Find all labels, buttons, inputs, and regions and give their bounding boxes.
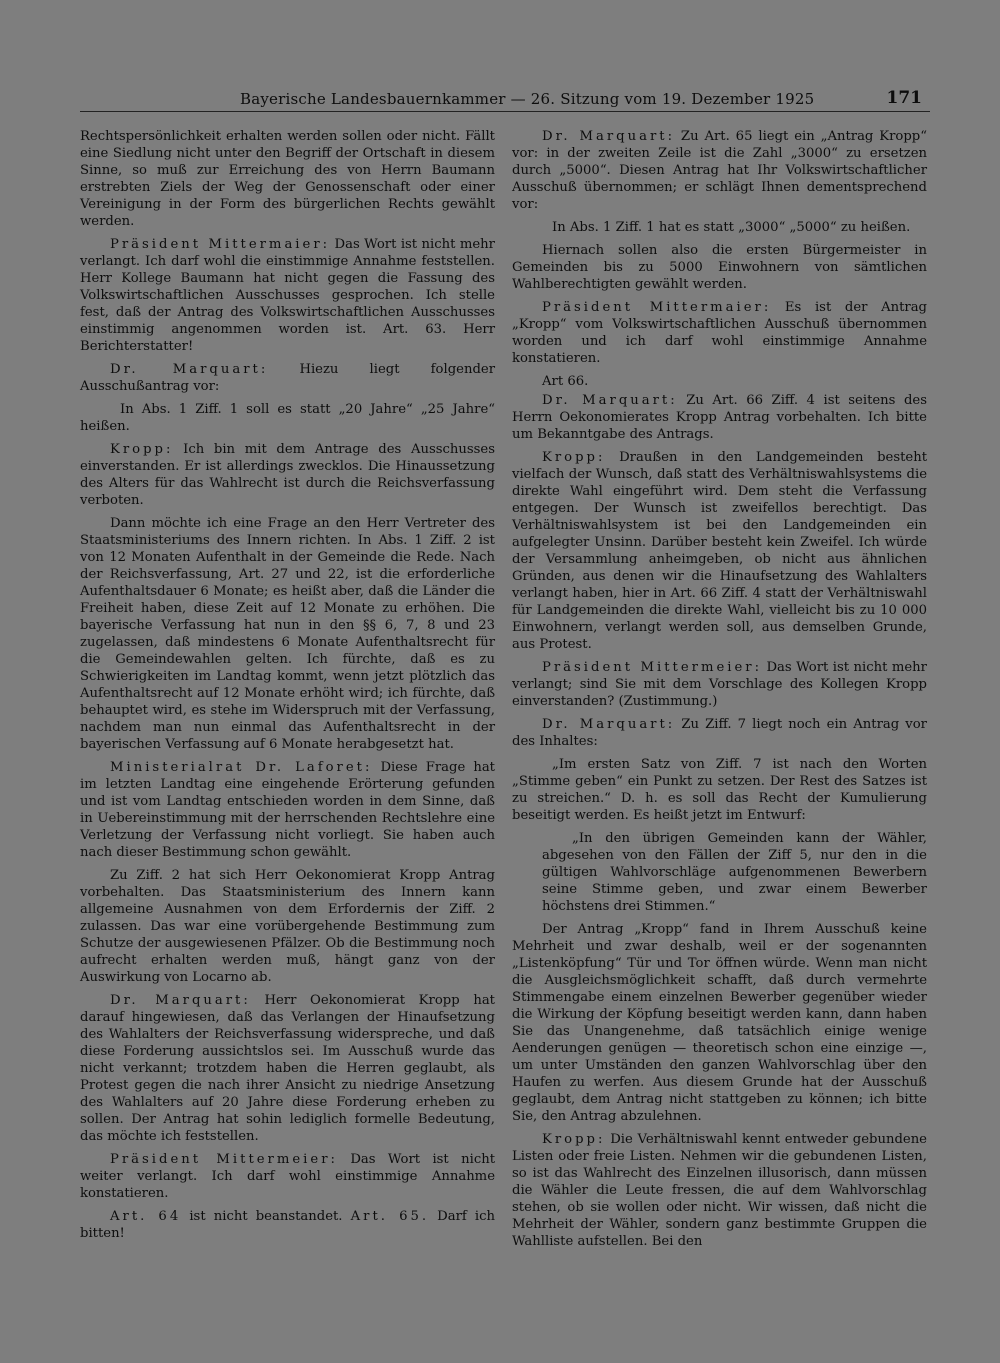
speech-paragraph bbox=[80, 1151, 495, 1202]
motion-text: „Im ersten Satz von Ziff. 7 ist nach den Worten „Stimme geben“ ein Punkt zu setzen. Der Rest des Satzes ist zu streichen.“ D. h. es soll das Recht der Kumulierung beseitigt werden. Es heißt jetzt im Entwurf: bbox=[512, 757, 927, 823]
paragraph: Rechtspersönlichkeit erhalten werden sollen oder nicht. Fällt eine Siedlung nicht unter den Begriff der Ortschaft in diesem Sinne, so muß zur Erreichung des von Herrn Baumann erstrebten Ziels der Weg der Genossenschaft oder einer Vereinigung in der Form des bürgerlichen Rechts gewählt werden. bbox=[80, 129, 495, 229]
speaker-name: Kropp: bbox=[542, 450, 606, 465]
speech-paragraph bbox=[512, 392, 927, 443]
paragraph bbox=[80, 1208, 495, 1242]
motion-text: In Abs. 1 Ziff. 1 soll es statt „20 Jahre“ „25 Jahre“ heißen. bbox=[80, 402, 495, 434]
article-ref: Art 66. bbox=[542, 374, 589, 389]
speech-paragraph bbox=[512, 449, 927, 653]
speaker-name: Kropp: bbox=[110, 442, 174, 457]
speech-text: Zu Art. 65 liegt ein „Antrag Kropp“ vor: in der zweiten Zeile ist die Zahl „3000“ zu ersetzen durch „5000“. Diesen Antrag hat Ihr Volkswirtschaftlicher Ausschuß übernommen; er schlägt Ihnen dementsprechend vor: bbox=[512, 129, 927, 212]
speech-paragraph bbox=[80, 236, 495, 355]
right-column bbox=[512, 128, 927, 1256]
speaker-name: Präsident Mittermeier: bbox=[110, 1152, 338, 1167]
speech-text: Hiezu liegt folgender Ausschußantrag vor: bbox=[80, 362, 495, 394]
paragraph-text: Darf ich bitten! bbox=[80, 1209, 496, 1241]
paragraph: Zu Ziff. 2 hat sich Herr Oekonomierat Kropp Antrag vorbehalten. Das Staatsministerium des Innern kann allgemeine Ausnahmen von dem Erfordernis der Ziff. 2 zulassen. Das war eine vorübergehende Bestimmung zum Schutze der ausgewiesenen Pfälzer. Ob die Bestimmung noch aufrecht erhalten werden muß, hängt ganz von der Auswirkung von Locarno ab. bbox=[80, 868, 495, 985]
speech-text: Zu Art. 66 Ziff. 4 ist seitens des Herrn Oekonomierates Kropp Antrag vorbehalten. Ich bitte um Bekanntgabe des Antrags. bbox=[512, 393, 927, 442]
page-number: 171 bbox=[886, 88, 922, 108]
speech-text: Die Verhältniswahl kennt entweder gebundene Listen oder freie Listen. Nehmen wir die gebundenen Listen, so ist das Wahlrecht des Einzelnen illusorisch, dann müssen die Wähler die Leute fressen, die auf dem Wahlvorschlag stehen, ob sie wollen oder nicht. Wir wissen, daß nicht die Mehrheit der Wähler, sondern ganz bestimmte Gruppen die Wahlliste aufstellen. Bei den bbox=[512, 1132, 927, 1249]
left-column bbox=[80, 128, 495, 1248]
speech-text: Das Wort ist nicht mehr verlangt; sind Sie mit dem Vorschlage des Kollegen Kropp einverstanden? (Zustimmung.) bbox=[512, 660, 927, 709]
paragraph-text: ist nicht beanstandet. bbox=[189, 1209, 343, 1224]
speech-paragraph bbox=[80, 992, 495, 1145]
article-ref: Art. 65. bbox=[350, 1209, 430, 1224]
speech-paragraph bbox=[512, 1131, 927, 1250]
article-ref: Art. 64 bbox=[110, 1209, 182, 1224]
speech-text: Das Wort ist nicht mehr verlangt. Ich darf wohl die einstimmige Annahme feststellen. Herr Kollege Baumann hat nicht gegen die Fassung des Volkswirtschaftlichen Ausschusses gesprochen. Ich stelle fest, daß der Antrag des Volkswirtschaftlichen Ausschusses einstimmig angenommen worden ist. Art. 63. Herr Berichterstatter! bbox=[80, 237, 495, 354]
speech-paragraph bbox=[512, 128, 927, 213]
speech-text: Herr Oekonomierat Kropp hat darauf hingewiesen, daß das Verlangen der Hinaufsetzung des Wahlalters der Reichsverfassung widerspreche, und daß diese Forderung aussichtslos sei. Im Ausschuß wurde das nicht verkannt; trotzdem haben die Herren geglaubt, als Protest gegen die nach ihrer Ansicht zu niedrige Ansetzung des Wahlalters auf 20 Jahre diese Forderung erheben zu sollen. Der Antrag hat sohin lediglich formelle Bedeutung, das möchte ich feststellen. bbox=[80, 993, 495, 1144]
speaker-name: Dr. Marquart: bbox=[542, 129, 676, 144]
speech-paragraph bbox=[80, 759, 495, 861]
speech-text: Es ist der Antrag „Kropp“ vom Volkswirtschaftlichen Ausschuß übernommen worden und ich darf wohl einstimmige Annahme konstatieren. bbox=[512, 300, 927, 366]
paragraph: Der Antrag „Kropp“ fand in Ihrem Ausschuß keine Mehrheit und zwar deshalb, weil er der sogenannten „Listenköpfung“ Tür und Tor öffnen würde. Wenn man nicht die Ausgleichsmöglichkeit schafft, daß durch vermehrte Stimmengabe einem einzelnen Bewerber gegenüber wieder die Wirkung der Köpfung beseitigt werden kann, dann haben Sie das Unangenehme, daß tatsächlich einige wenige Aenderungen genügen — theoretisch schon eine einzige —, um unter Umständen den ganzen Wahlvorschlag über den Haufen zu werfen. Aus diesem Grunde hat der Ausschuß geglaubt, dem Antrag nicht stattgeben zu können; ich bitte Sie, den Antrag abzulehnen. bbox=[512, 922, 927, 1124]
paragraph: Dann möchte ich eine Frage an den Herr Vertreter des Staatsministeriums des Innern richten. In Abs. 1 Ziff. 2 ist von 12 Monaten Aufenthalt in der Gemeinde die Rede. Nach der Reichsverfassung, Art. 27 und 22, ist die erforderliche Aufenthaltsdauer 6 Monate; es heißt aber, daß die Länder die Freiheit haben, diese Zeit auf 12 Monate zu erhöhen. Die bayerische Verfassung hat nun in den §§ 6, 7, 8 und 23 zugelassen, daß mindestens 6 Monate Aufenthaltsrecht für die Gemeindewahlen gelten. Ich fürchte, daß es zu Schwierigkeiten im Landtag kommt, wenn jetzt plötzlich das Aufenthaltsrecht auf 12 Monate erhöht wird; ich fürchte, daß behauptet wird, es stehe im Widerspruch mit der Verfassung, nachdem man nun einmal das Aufenthaltsrecht in der bayerischen Verfassung auf 6 Monate herabgesetzt hat. bbox=[80, 516, 495, 752]
speech-text: Ich bin mit dem Antrage des Ausschusses einverstanden. Er ist allerdings zwecklos. Die Hinaussetzung des Alters für das Wahlrecht ist durch die Reichsverfassung verboten. bbox=[80, 442, 495, 508]
header-rule bbox=[80, 111, 930, 112]
running-title: Bayerische Landesbauernkammer — 26. Sitzung vom 19. Dezember 1925 bbox=[240, 90, 815, 108]
speech-text: Zu Ziff. 7 liegt noch ein Antrag vor des Inhaltes: bbox=[512, 717, 927, 749]
speech-text: Das Wort ist nicht weiter verlangt. Ich darf wohl einstimmige Annahme konstatieren. bbox=[80, 1152, 495, 1201]
motion-text: In Abs. 1 Ziff. 1 hat es statt „3000“ „5000“ zu heißen. bbox=[552, 220, 911, 235]
page-header bbox=[80, 84, 930, 114]
speech-paragraph bbox=[512, 299, 927, 367]
speech-text: Draußen in den Landgemeinden besteht vielfach der Wunsch, daß statt des Verhältniswahlsystems die direkte Wahl eingeführt wird. Dem steht die Verfassung entgegen. Der Wunsch ist zweifellos berechtigt. Das Verhältniswahlsystem ist bei den Landgemeinden ein aufgelegter Unsinn. Darüber besteht kein Zweifel. Ich würde der Versammlung anheimgeben, ob nicht aus ähnlichen Gründen, aus denen wir die Hinaufsetzung des Wahlalters verlangt haben, hier in Art. 66 Ziff. 4 statt der Verhältniswahl für Landgemeinden die direkte Wahl, vielleicht bis zu 10 000 Einwohnern, verlangt werden soll, aus demselben Grunde, aus Protest. bbox=[512, 450, 928, 652]
speaker-name: Präsident Mittermaier: bbox=[542, 300, 772, 315]
speaker-name: Präsident Mittermeier: bbox=[542, 660, 763, 675]
speech-paragraph bbox=[512, 716, 927, 750]
speaker-name: Kropp: bbox=[542, 1132, 606, 1147]
speech-paragraph bbox=[512, 659, 927, 710]
speaker-name: Dr. Marquart: bbox=[110, 993, 251, 1008]
speaker-name: Dr. Marquart: bbox=[542, 717, 676, 732]
paragraph: Hiernach sollen also die ersten Bürgermeister in Gemeinden bis zu 5000 Einwohnern von sämtlichen Wahlberechtigten gewählt werden. bbox=[512, 243, 927, 292]
speech-paragraph bbox=[80, 361, 495, 395]
speaker-name: Dr. Marquart: bbox=[542, 393, 678, 408]
speaker-name: Präsident Mittermaier: bbox=[110, 237, 331, 252]
speaker-name: Ministerialrat Dr. Laforet: bbox=[110, 760, 373, 775]
speaker-name: Dr. Marquart: bbox=[110, 362, 269, 377]
speech-paragraph bbox=[80, 441, 495, 509]
quoted-draft-text: „In den übrigen Gemeinden kann der Wähler, abgesehen von den Fällen der Ziff 5, nur den in die gültigen Wahlvorschläge aufgenommenen Bewerbern seine Stimme geben, und zwar einem Bewerber höchstens drei Stimmen.“ bbox=[542, 831, 927, 914]
speech-text: Diese Frage hat im letzten Landtag eine eingehende Erörterung gefunden und ist vom Landtag entschieden worden in dem Sinne, daß in Uebereinstimmung mit der herrschenden Rechtslehre eine Verletzung der Verfassung nicht vorliegt. Sie haben auch nach dieser Bestimmung schon gewählt. bbox=[80, 760, 495, 860]
